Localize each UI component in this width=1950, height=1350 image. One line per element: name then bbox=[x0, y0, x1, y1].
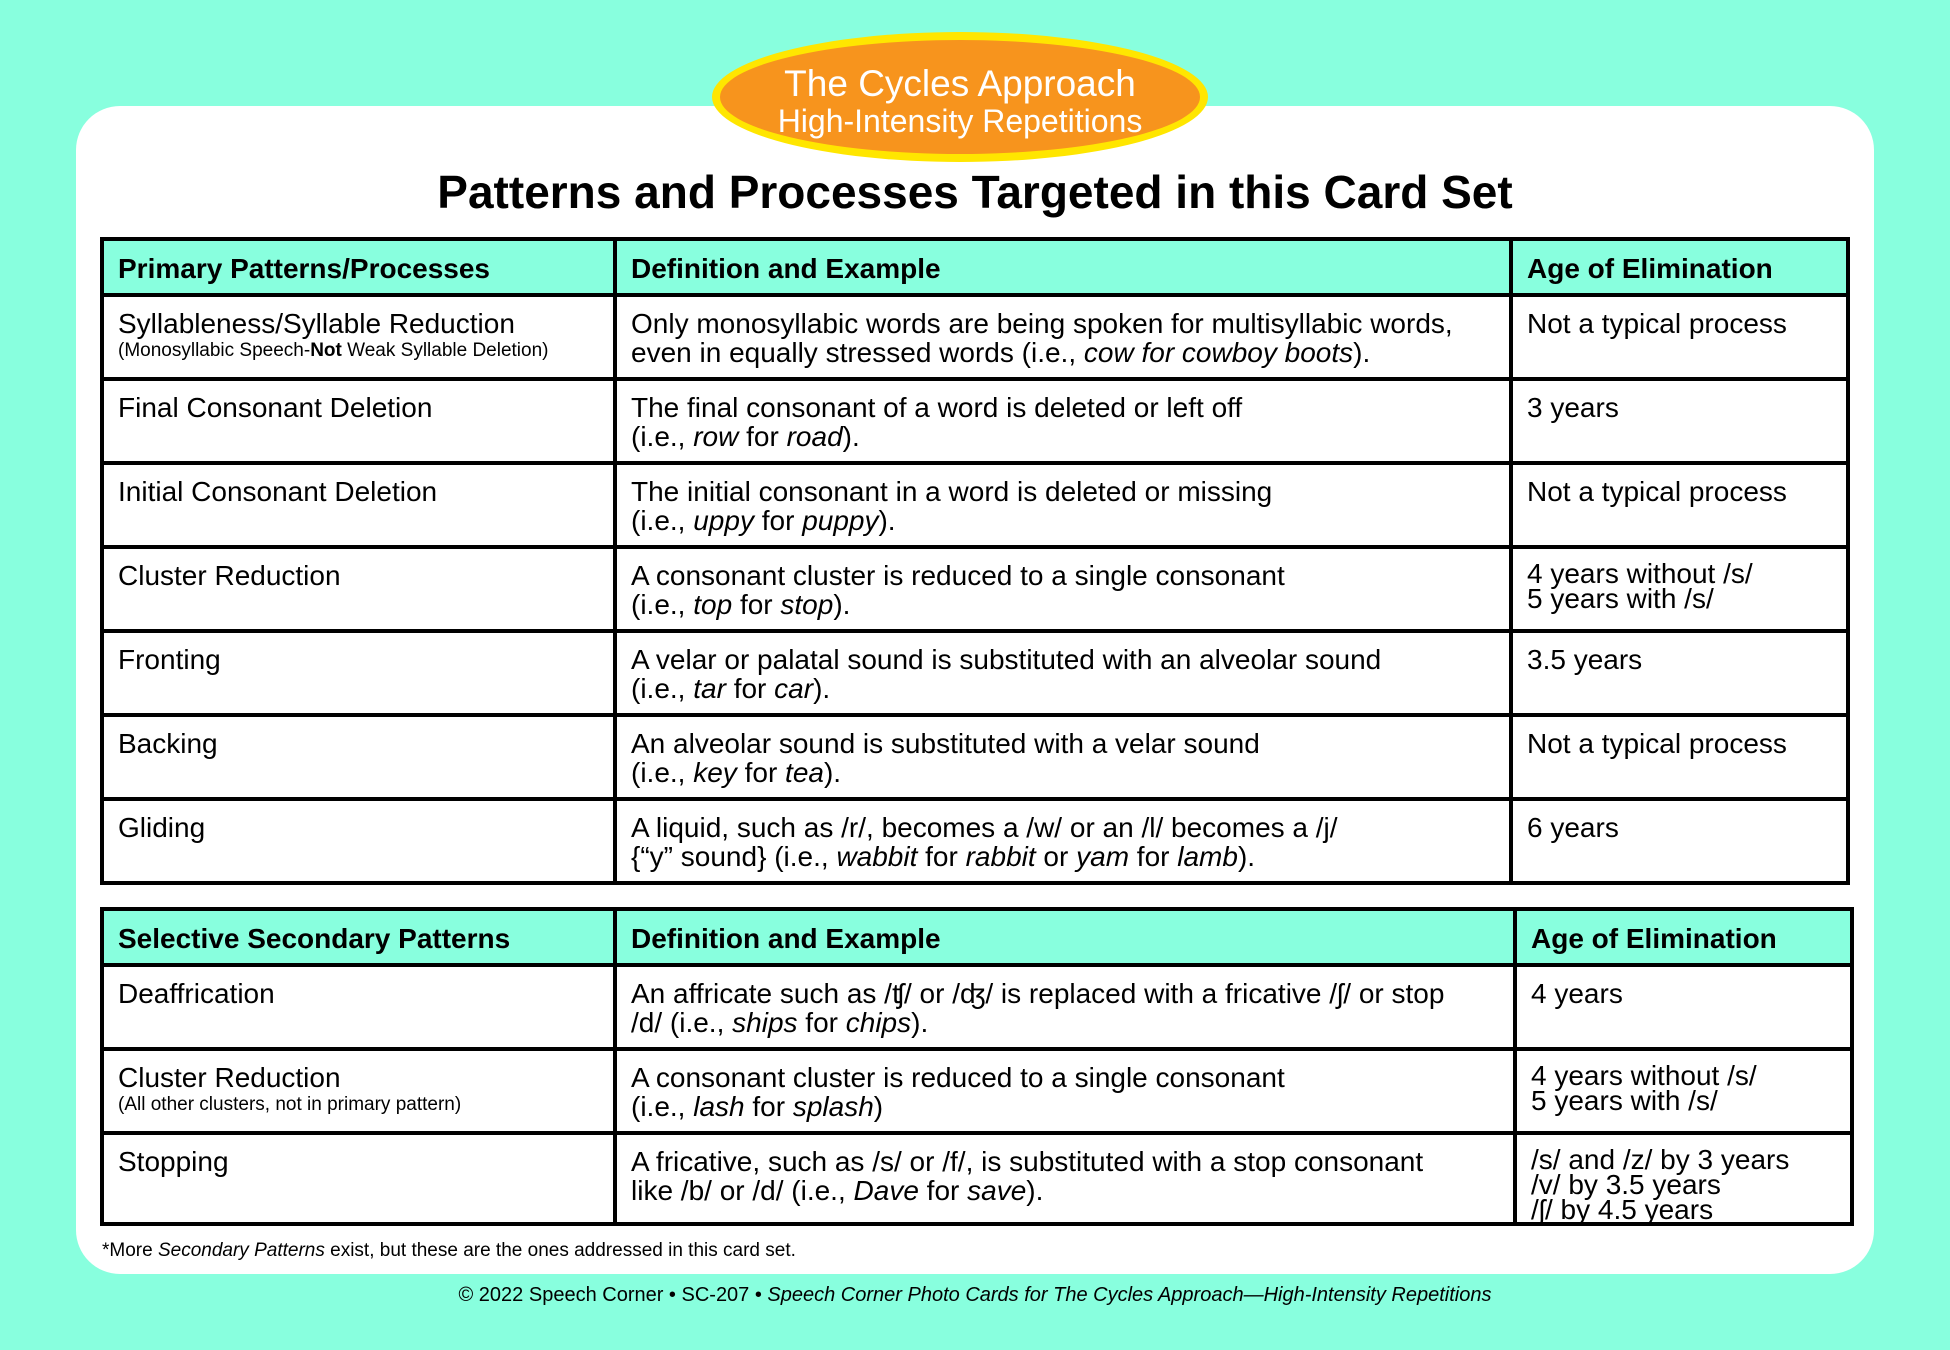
table-row bbox=[102, 547, 1848, 631]
page-title: Patterns and Processes Targeted in this Card Set bbox=[437, 166, 1513, 218]
pattern-name: Syllableness/Syllable Reduction bbox=[118, 308, 515, 339]
badge-subtitle: High-Intensity Repetitions bbox=[777, 103, 1143, 139]
age-cell: 6 years bbox=[1511, 799, 1848, 883]
pattern-cell: Fronting bbox=[102, 631, 615, 715]
pattern-cell: Cluster Reduction bbox=[102, 547, 615, 631]
table-row bbox=[102, 379, 1848, 463]
table-row bbox=[102, 295, 1848, 379]
header-age: Age of Elimination bbox=[1511, 239, 1848, 295]
table-row bbox=[102, 463, 1848, 547]
pattern-cell bbox=[102, 295, 615, 379]
pattern-cell bbox=[102, 1049, 615, 1133]
age-cell: /s/ and /z/ by 3 years /v/ by 3.5 years /ʃ/ by 4.5 years bbox=[1515, 1133, 1852, 1224]
age-cell: Not a typical process bbox=[1511, 715, 1848, 799]
table-row bbox=[102, 1133, 1852, 1224]
pattern-name: Cluster Reduction bbox=[118, 1062, 341, 1093]
age-cell: 3.5 years bbox=[1511, 631, 1848, 715]
table-row bbox=[102, 965, 1852, 1049]
pattern-cell: Stopping bbox=[102, 1133, 615, 1224]
table-header-row bbox=[102, 909, 1852, 965]
age-cell: Not a typical process bbox=[1511, 463, 1848, 547]
title-badge bbox=[712, 32, 1208, 162]
table-row bbox=[102, 799, 1848, 883]
pattern-cell: Final Consonant Deletion bbox=[102, 379, 615, 463]
header-definition: Definition and Example bbox=[615, 909, 1515, 965]
age-cell: 3 years bbox=[1511, 379, 1848, 463]
age-cell: 4 years bbox=[1515, 965, 1852, 1049]
table-row bbox=[102, 715, 1848, 799]
age-cell: 4 years without /s/ 5 years with /s/ bbox=[1515, 1049, 1852, 1133]
pattern-note: (Monosyllabic Speech-Not Weak Syllable Deletion) bbox=[118, 340, 549, 361]
definition-cell: The final consonant of a word is deleted or left off (i.e., row for road). bbox=[615, 379, 1511, 463]
header-secondary-patterns: Selective Secondary Patterns bbox=[102, 909, 615, 965]
footnote: *More Secondary Patterns exist, but these are the ones addressed in this card set. bbox=[102, 1240, 796, 1261]
pattern-cell: Initial Consonant Deletion bbox=[102, 463, 615, 547]
pattern-cell: Backing bbox=[102, 715, 615, 799]
age-cell: 4 years without /s/ 5 years with /s/ bbox=[1511, 547, 1848, 631]
pattern-note: (All other clusters, not in primary pattern) bbox=[118, 1094, 462, 1115]
definition-cell: An affricate such as /ʧ/ or /ʤ/ is replaced with a fricative /ʃ/ or stop /d/ (i.e., ships for chips). bbox=[615, 965, 1515, 1049]
table-row bbox=[102, 1049, 1852, 1133]
definition-cell: A fricative, such as /s/ or /f/, is substituted with a stop consonant like /b/ or /d/ (i.e., Dave for save). bbox=[615, 1133, 1515, 1224]
definition-cell: A velar or palatal sound is substituted with an alveolar sound (i.e., tar for car). bbox=[615, 631, 1511, 715]
badge-title: The Cycles Approach bbox=[784, 63, 1136, 104]
primary-patterns-table bbox=[100, 237, 1850, 885]
definition-cell: The initial consonant in a word is deleted or missing (i.e., uppy for puppy). bbox=[615, 463, 1511, 547]
definition-cell: A consonant cluster is reduced to a single consonant (i.e., lash for splash) bbox=[615, 1049, 1515, 1133]
header-definition: Definition and Example bbox=[615, 239, 1511, 295]
definition-cell: A consonant cluster is reduced to a single consonant (i.e., top for stop). bbox=[615, 547, 1511, 631]
pattern-cell: Gliding bbox=[102, 799, 615, 883]
pattern-cell: Deaffrication bbox=[102, 965, 615, 1049]
header-primary-patterns: Primary Patterns/Processes bbox=[102, 239, 615, 295]
copyright-line: © 2022 Speech Corner • SC-207 • Speech Corner Photo Cards for The Cycles Approach—High-Intensity Repetitions bbox=[458, 1284, 1492, 1306]
table-row bbox=[102, 631, 1848, 715]
definition-cell: Only monosyllabic words are being spoken for multisyllabic words, even in equally stressed words (i.e., cow for cowboy boots). bbox=[615, 295, 1511, 379]
age-cell: Not a typical process bbox=[1511, 295, 1848, 379]
header-age: Age of Elimination bbox=[1515, 909, 1852, 965]
table-header-row bbox=[102, 239, 1848, 295]
secondary-patterns-table bbox=[100, 907, 1854, 1226]
definition-cell: A liquid, such as /r/, becomes a /w/ or an /l/ becomes a /j/ {“y” sound} (i.e., wabbit for rabbit or yam for lamb). bbox=[615, 799, 1511, 883]
definition-cell: An alveolar sound is substituted with a velar sound (i.e., key for tea). bbox=[615, 715, 1511, 799]
